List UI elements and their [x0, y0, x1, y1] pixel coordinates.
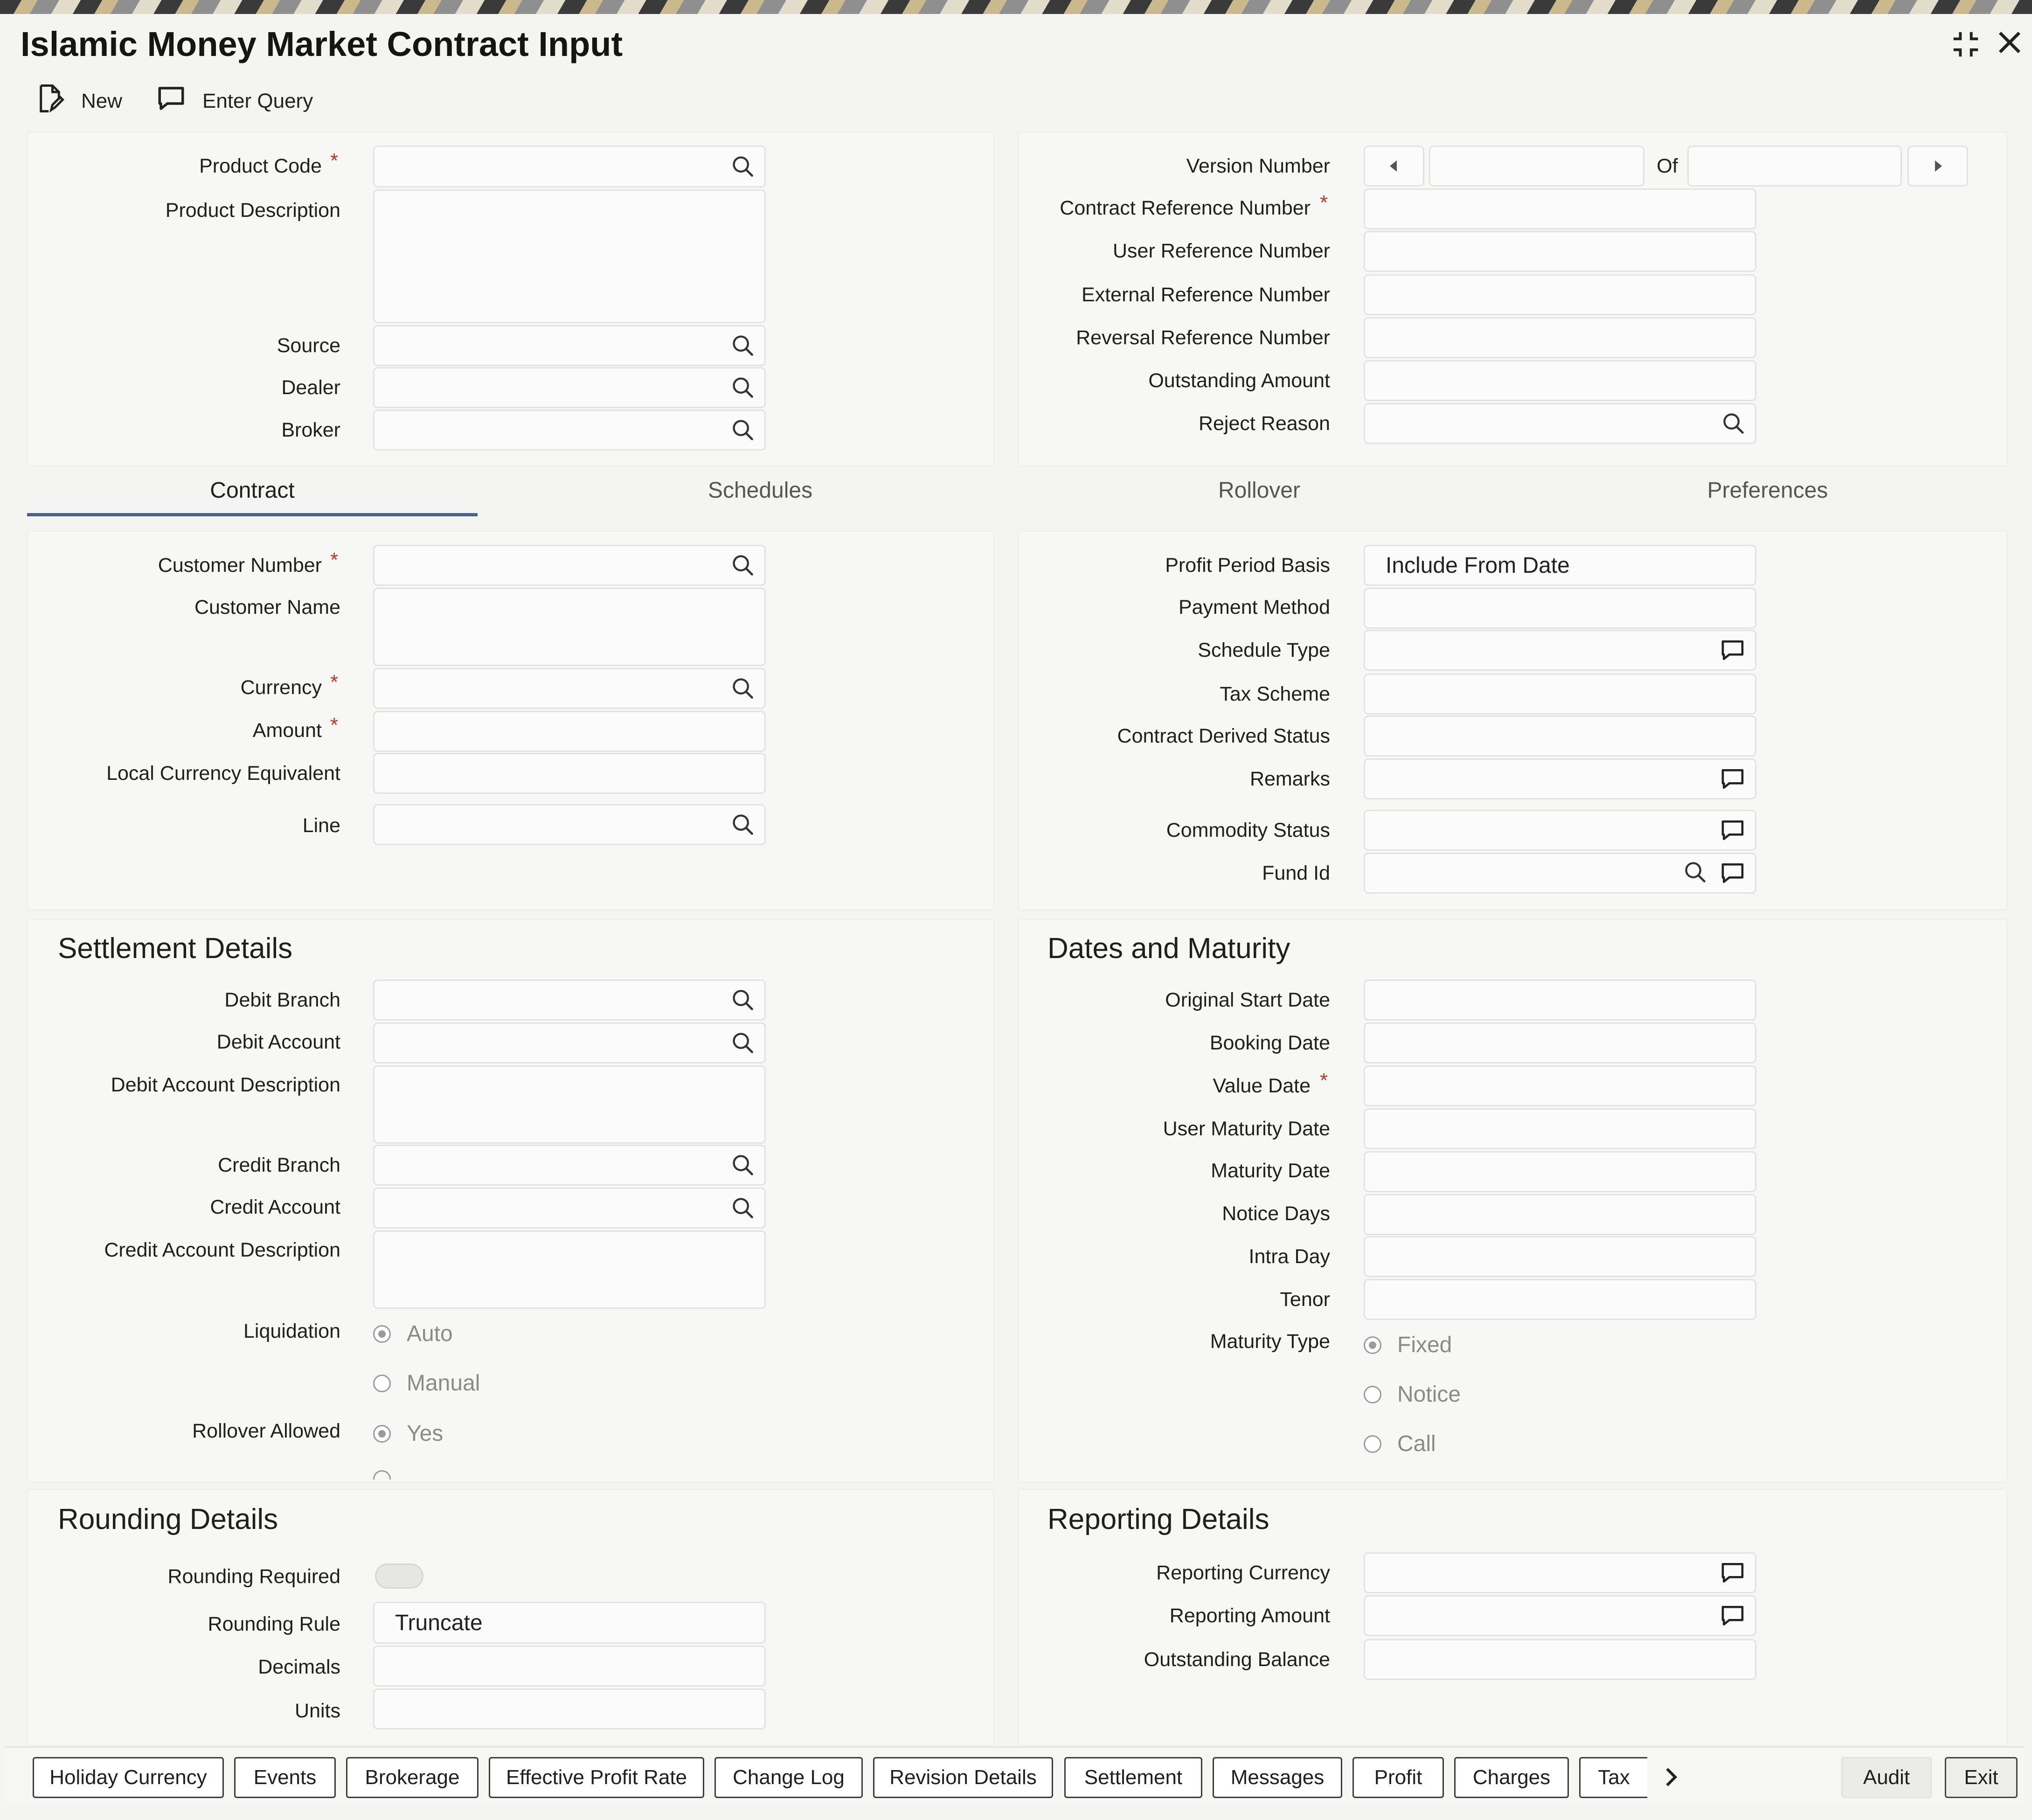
radio-selected-indicator	[1364, 1336, 1381, 1354]
amount-label: Amount	[252, 719, 322, 742]
tenor-input[interactable]	[1364, 1279, 1756, 1320]
original-start-date-input[interactable]	[1364, 979, 1756, 1021]
search-icon[interactable]	[731, 813, 755, 837]
tenor-label: Tenor	[1280, 1288, 1330, 1311]
required-marker: *	[1320, 1069, 1328, 1092]
search-icon[interactable]	[731, 1153, 755, 1177]
value-date-label: Value Date	[1213, 1075, 1311, 1097]
debit-branch-input[interactable]	[373, 979, 766, 1021]
settlement-button[interactable]: Settlement	[1064, 1757, 1202, 1798]
total-versions-field[interactable]	[1687, 146, 1902, 187]
search-icon[interactable]	[1683, 860, 1707, 884]
effective-profit-rate-button[interactable]: Effective Profit Rate	[489, 1757, 704, 1798]
product-description-field[interactable]	[373, 189, 766, 323]
caret-right-icon	[1931, 159, 1945, 173]
liquidation-auto-radio[interactable]	[373, 1321, 453, 1347]
comment-icon[interactable]	[1720, 817, 1746, 843]
required-marker: *	[330, 671, 339, 694]
decimals-field[interactable]	[373, 1646, 766, 1687]
reporting-currency-field[interactable]	[1364, 1552, 1756, 1593]
customer-number-label: Customer Number	[158, 554, 322, 577]
comment-icon[interactable]	[1720, 860, 1746, 886]
search-icon[interactable]	[731, 1196, 755, 1220]
maturity-fixed-label: Fixed	[1397, 1333, 1452, 1357]
exit-button[interactable]: Exit	[1945, 1757, 2018, 1798]
radio-indicator	[1364, 1386, 1381, 1403]
dates-title: Dates and Maturity	[1047, 932, 1290, 965]
booking-date-label: Booking Date	[1209, 1032, 1330, 1054]
fund-id-label: Fund Id	[1262, 862, 1330, 884]
currency-input[interactable]	[373, 668, 766, 709]
outstanding-balance-field[interactable]	[1364, 1639, 1756, 1680]
notice-days-label: Notice Days	[1222, 1202, 1330, 1225]
reporting-currency-label: Reporting Currency	[1156, 1562, 1330, 1584]
radio-indicator	[373, 1375, 391, 1392]
comment-icon[interactable]	[1720, 1603, 1746, 1629]
version-number-label: Version Number	[1186, 155, 1330, 177]
active-tab-indicator	[27, 513, 478, 516]
rounding-rule-label: Rounding Rule	[208, 1613, 340, 1635]
remarks-label: Remarks	[1249, 768, 1330, 790]
new-label: New	[81, 89, 123, 112]
rollover-no-radio-clipped[interactable]	[373, 1470, 401, 1480]
search-icon[interactable]	[731, 375, 755, 400]
previous-version-button[interactable]	[1364, 146, 1424, 187]
remarks-field[interactable]	[1364, 758, 1756, 799]
reporting-title: Reporting Details	[1047, 1503, 1269, 1535]
comment-icon[interactable]	[1720, 1560, 1746, 1586]
fund-id-field[interactable]	[1364, 853, 1756, 894]
user-maturity-date-input[interactable]	[1364, 1108, 1756, 1149]
user-reference-input[interactable]	[1364, 231, 1756, 272]
search-icon[interactable]	[731, 418, 755, 442]
maturity-notice-label: Notice	[1397, 1382, 1461, 1407]
search-icon[interactable]	[731, 988, 755, 1012]
intra-day-input[interactable]	[1364, 1236, 1756, 1277]
contract-reference-input[interactable]	[1364, 188, 1756, 229]
radio-indicator	[1364, 1435, 1381, 1453]
new-button[interactable]	[35, 83, 122, 119]
broker-label: Broker	[281, 419, 340, 441]
payment-method-field[interactable]	[1364, 588, 1756, 629]
credit-account-label: Credit Account	[210, 1196, 340, 1218]
required-marker: *	[330, 149, 339, 172]
reject-reason-input[interactable]	[1364, 403, 1756, 444]
version-number-field[interactable]	[1429, 146, 1644, 187]
radio-selected-indicator	[373, 1425, 391, 1443]
tab-rollover[interactable]: Rollover	[1218, 478, 1301, 503]
debit-account-label: Debit Account	[216, 1031, 340, 1053]
local-currency-equivalent-field[interactable]	[373, 753, 766, 794]
audit-button[interactable]: Audit	[1841, 1757, 1932, 1798]
reporting-amount-field[interactable]	[1364, 1595, 1756, 1636]
schedule-type-field[interactable]	[1364, 630, 1756, 671]
intra-day-label: Intra Day	[1248, 1245, 1330, 1268]
value-date-input[interactable]	[1364, 1065, 1756, 1106]
credit-branch-label: Credit Branch	[218, 1154, 340, 1176]
enter-query-label: Enter Query	[202, 89, 313, 112]
brokerage-button[interactable]: Brokerage	[346, 1757, 479, 1798]
window-title: Islamic Money Market Contract Input	[21, 25, 623, 63]
product-code-label: Product Code	[199, 155, 322, 177]
customer-name-label: Customer Name	[194, 596, 340, 618]
broker-input[interactable]	[373, 410, 766, 451]
tax-button[interactable]: Tax	[1579, 1757, 1647, 1798]
new-document-icon	[35, 83, 65, 119]
credit-branch-input[interactable]	[373, 1145, 766, 1186]
collapse-icon[interactable]	[1949, 28, 1982, 66]
next-version-button[interactable]	[1907, 146, 1968, 187]
external-reference-input[interactable]	[1364, 274, 1756, 315]
product-description-label: Product Description	[165, 199, 340, 222]
notice-days-input[interactable]	[1364, 1194, 1756, 1235]
outstanding-amount-input[interactable]	[1364, 360, 1756, 401]
units-label: Units	[295, 1700, 340, 1722]
profit-period-basis-value: Include From Date	[1386, 553, 1570, 578]
scroll-right-icon[interactable]	[1657, 1763, 1685, 1791]
maturity-date-label: Maturity Date	[1211, 1160, 1330, 1182]
liquidation-manual-label: Manual	[407, 1371, 480, 1396]
settlement-title: Settlement Details	[58, 932, 293, 965]
payment-method-label: Payment Method	[1178, 596, 1330, 618]
revision-details-button[interactable]: Revision Details	[873, 1757, 1053, 1798]
search-icon[interactable]	[731, 676, 755, 701]
tax-scheme-label: Tax Scheme	[1220, 683, 1330, 705]
rounding-rule-value: Truncate	[395, 1610, 483, 1635]
commodity-status-field[interactable]	[1364, 810, 1756, 851]
required-marker: *	[330, 714, 339, 736]
events-button[interactable]: Events	[234, 1757, 336, 1798]
credit-account-input[interactable]	[373, 1188, 766, 1229]
close-icon[interactable]	[1995, 28, 2024, 62]
profit-period-basis-field[interactable]	[1364, 545, 1756, 586]
outstanding-amount-label: Outstanding Amount	[1148, 369, 1330, 392]
decorative-banner	[0, 0, 2032, 14]
debit-account-description-field[interactable]	[373, 1065, 766, 1144]
contract-derived-status-label: Contract Derived Status	[1117, 725, 1330, 747]
outstanding-balance-label: Outstanding Balance	[1144, 1648, 1330, 1671]
comment-icon[interactable]	[1720, 766, 1746, 792]
search-icon[interactable]	[731, 333, 755, 358]
currency-label: Currency	[240, 676, 322, 699]
contract-reference-label: Contract Reference Number	[1060, 197, 1311, 219]
required-marker: *	[1320, 191, 1328, 214]
tax-scheme-field[interactable]	[1364, 674, 1756, 715]
credit-account-description-label: Credit Account Description	[104, 1239, 340, 1261]
search-icon[interactable]	[731, 154, 755, 179]
rounding-required-label: Rounding Required	[167, 1565, 340, 1588]
rounding-required-toggle[interactable]	[375, 1563, 423, 1589]
maturity-call-label: Call	[1397, 1431, 1436, 1456]
radio-selected-indicator	[373, 1325, 391, 1343]
user-reference-label: User Reference Number	[1112, 240, 1330, 262]
of-label: Of	[1657, 155, 1678, 177]
line-label: Line	[302, 814, 340, 837]
source-input[interactable]	[373, 325, 766, 366]
product-code-input[interactable]	[373, 146, 766, 188]
source-label: Source	[277, 334, 340, 357]
debit-account-description-label: Debit Account Description	[111, 1074, 340, 1096]
commodity-status-label: Commodity Status	[1166, 819, 1330, 841]
reversal-reference-input[interactable]	[1364, 317, 1756, 358]
tab-preferences[interactable]: Preferences	[1707, 478, 1828, 503]
caret-left-icon	[1387, 159, 1401, 173]
schedule-type-label: Schedule Type	[1198, 639, 1330, 661]
rounding-title: Rounding Details	[58, 1503, 278, 1535]
maturity-type-fixed-radio[interactable]	[1364, 1332, 1452, 1358]
rollover-allowed-label: Rollover Allowed	[192, 1420, 340, 1442]
enter-query-button[interactable]	[156, 83, 313, 119]
credit-account-description-field[interactable]	[373, 1230, 766, 1309]
rollover-yes-label: Yes	[407, 1421, 444, 1446]
reporting-amount-label: Reporting Amount	[1169, 1605, 1330, 1627]
maturity-date-input[interactable]	[1364, 1151, 1756, 1192]
units-field[interactable]	[373, 1688, 766, 1730]
user-maturity-date-label: User Maturity Date	[1163, 1118, 1330, 1140]
maturity-type-notice-radio[interactable]	[1364, 1382, 1461, 1407]
dealer-input[interactable]	[373, 367, 766, 408]
required-marker: *	[330, 549, 339, 571]
booking-date-input[interactable]	[1364, 1022, 1756, 1063]
customer-number-input[interactable]	[373, 545, 766, 586]
tab-schedules[interactable]: Schedules	[707, 478, 813, 503]
maturity-type-call-radio[interactable]	[1364, 1431, 1436, 1457]
messages-button[interactable]: Messages	[1213, 1757, 1342, 1798]
local-currency-equivalent-label: Local Currency Equivalent	[106, 762, 340, 785]
liquidation-auto-label: Auto	[407, 1321, 453, 1346]
change-log-button[interactable]: Change Log	[714, 1757, 863, 1798]
query-bubble-icon	[156, 83, 187, 119]
tab-contract[interactable]: Contract	[210, 478, 295, 503]
profit-period-basis-label: Profit Period Basis	[1165, 554, 1330, 577]
comment-icon[interactable]	[1720, 637, 1746, 663]
amount-input[interactable]	[373, 711, 766, 752]
holiday-currency-button[interactable]: Holiday Currency	[33, 1757, 224, 1798]
charges-button[interactable]: Charges	[1454, 1757, 1569, 1798]
search-icon[interactable]	[731, 1031, 755, 1055]
customer-name-field[interactable]	[373, 588, 766, 666]
liquidation-manual-radio[interactable]	[373, 1370, 480, 1396]
debit-branch-label: Debit Branch	[224, 989, 340, 1011]
search-icon[interactable]	[731, 553, 755, 577]
line-input[interactable]	[373, 804, 766, 845]
reversal-reference-label: Reversal Reference Number	[1076, 326, 1330, 349]
original-start-date-label: Original Start Date	[1165, 989, 1330, 1011]
external-reference-label: External Reference Number	[1082, 284, 1330, 306]
rounding-rule-field[interactable]	[373, 1602, 766, 1644]
contract-derived-status-field[interactable]	[1364, 715, 1756, 757]
rollover-yes-radio[interactable]	[373, 1421, 443, 1446]
reject-reason-label: Reject Reason	[1198, 412, 1330, 435]
debit-account-input[interactable]	[373, 1022, 766, 1063]
decimals-label: Decimals	[258, 1656, 340, 1678]
maturity-type-label: Maturity Type	[1210, 1330, 1330, 1353]
liquidation-label: Liquidation	[243, 1320, 340, 1342]
profit-button[interactable]: Profit	[1352, 1757, 1444, 1798]
search-icon[interactable]	[1721, 411, 1746, 436]
dealer-label: Dealer	[281, 376, 340, 399]
